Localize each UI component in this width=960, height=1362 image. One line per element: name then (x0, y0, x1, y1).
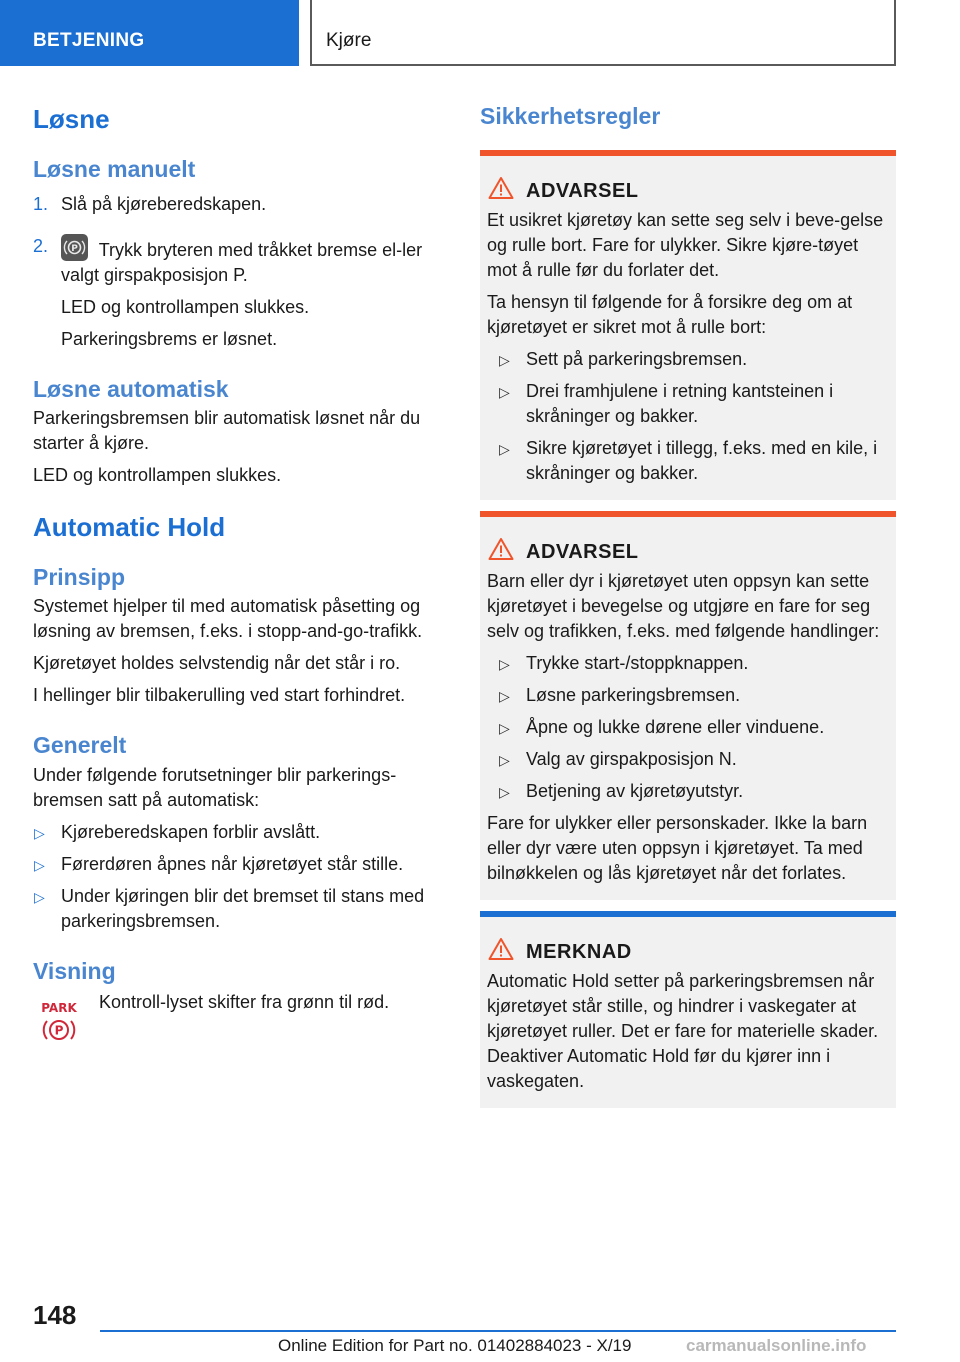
warning-consequence: Fare for ulykker eller personskader. Ikke la barn eller dyr være uten oppsyn i kjøretøyet. Ta med bilnøkkelen og lås kjøretøyet når det forlates. (487, 812, 868, 883)
list-item: ▷ Sett på parkeringsbremsen. (498, 347, 888, 372)
heading-automatic-hold: Automatic Hold (33, 512, 226, 543)
list-item: ▷ Løsne parkeringsbremsen. (498, 683, 888, 708)
general-text: Under følgende forutsetninger blir parkerings-bremsen satt på automatisk: (33, 764, 397, 810)
page-header (0, 0, 960, 66)
warning-triangle-icon (488, 176, 514, 200)
list-item: ▷ Åpne og lukke dørene eller vinduene. (498, 715, 888, 740)
left-column (33, 100, 451, 1050)
warning-text: Et usikret kjøretøy kan sette seg selv i beve-gelse og rulle bort. Fare for ulykker. Sikre kjøre-tøyet mot å rulle før du forlater det. (487, 209, 884, 280)
step-text: Slå på kjøreberedskapen. (61, 193, 267, 214)
list-item (33, 192, 451, 217)
auto-text: Parkeringsbremsen blir automatisk løsnet når du starter å kjøre. (33, 408, 421, 454)
display-text: Kontroll-lyset skifter fra grønn til rød. (99, 992, 390, 1013)
note-box-car-wash (480, 911, 896, 1108)
park-indicator-icon (39, 1000, 79, 1046)
footer-divider (100, 1330, 896, 1332)
triangle-bullet-icon: ▷ (499, 719, 510, 736)
warning-triangle-icon (488, 937, 514, 961)
list-item: ▷ Trykke start-/stoppknappen. (498, 651, 888, 676)
triangle-bullet-icon: ▷ (499, 751, 510, 768)
right-column (480, 100, 896, 1108)
note-text: Automatic Hold setter på parkeringsbremsen når kjøretøyet står stille, og hindrer i vaskegater at kjøretøyet ruller. Det er fare for materielle skader. Deaktiver Automatic Hold før du kjører inn i vaskegaten. (487, 970, 879, 1091)
warning-list (487, 347, 888, 486)
heading-release: Løsne (33, 104, 110, 134)
list-item: ▷ Drei framhjulene i retning kantsteinen i skråninger og bakker. (499, 380, 834, 426)
triangle-bullet-icon: ▷ (499, 655, 510, 672)
heading-principle: Prinsipp (33, 563, 126, 590)
warning-title: ADVARSEL (487, 156, 888, 204)
manual-note-led: LED og kontrollampen slukkes. (61, 296, 310, 317)
step-number: 1. (33, 193, 49, 214)
watermark: carmanualsonline.info (686, 1336, 867, 1355)
principle-hill: I hellinger blir tilbakerulling ved start forhindret. (33, 685, 406, 706)
warning-title: ADVARSEL (487, 517, 888, 565)
parking-brake-button-icon (61, 234, 88, 261)
chapter-title: Kjøre (310, 0, 896, 66)
note-title: MERKNAD (487, 917, 888, 965)
general-conditions (33, 820, 451, 934)
step-text: Trykk bryteren med tråkket bremse el-ler valgt girspakposisjon P. (61, 239, 423, 285)
principle-standstill: Kjøretøyet holdes selvstendig når det står i ro. (33, 653, 401, 674)
manual-note-released: Parkeringsbrems er løsnet. (61, 328, 278, 349)
list-item (33, 234, 451, 288)
edition-text: Online Edition for Part no. 01402884023 - X/19 (278, 1336, 632, 1355)
warning-list (487, 651, 888, 804)
list-item: ▷ Førerdøren åpnes når kjøretøyet står stille. (33, 852, 451, 877)
warning-box-rolling (480, 150, 896, 500)
page-number: 148 (33, 1300, 77, 1330)
triangle-bullet-icon: ▷ (499, 351, 510, 368)
svg-text:P: P (71, 243, 78, 254)
park-label: PARK (41, 1001, 77, 1016)
list-item: ▷ Valg av girspakposisjon N. (498, 747, 888, 772)
step-number: 2. (33, 235, 49, 256)
warning-text: Barn eller dyr i kjøretøyet uten oppsyn kan sette kjøretøyet i bevegelse og utgjøre en fare for seg selv og trafikken, f.eks. med følgende handlinger: (487, 570, 880, 641)
list-item: ▷ Under kjøringen blir det bremset til stans med parkeringsbremsen. (34, 885, 425, 931)
list-item: ▷ Sikre kjøretøyet i tillegg, f.eks. med en kile, i skråninger og bakker. (499, 437, 878, 483)
triangle-bullet-icon: ▷ (34, 888, 45, 905)
auto-led-text: LED og kontrollampen slukkes. (33, 465, 282, 486)
svg-text:P: P (54, 1023, 64, 1038)
heading-display: Visning (33, 957, 116, 984)
principle-text: Systemet hjelper til med automatisk påsetting og løsning av bremsen, f.eks. i stopp-and-go-trafikk. (33, 596, 423, 642)
section-tab: BETJENING (0, 0, 299, 66)
triangle-bullet-icon: ▷ (499, 440, 510, 457)
triangle-bullet-icon: ▷ (34, 824, 45, 841)
triangle-bullet-icon: ▷ (499, 383, 510, 400)
warning-box-children (480, 511, 896, 900)
list-item: ▷ Betjening av kjøretøyutstyr. (498, 779, 888, 804)
triangle-bullet-icon: ▷ (499, 783, 510, 800)
triangle-bullet-icon: ▷ (499, 687, 510, 704)
heading-release-manual: Løsne manuelt (33, 156, 196, 183)
manual-steps (33, 192, 451, 288)
warning-instruction: Ta hensyn til følgende for å forsikre deg om at kjøretøyet er sikret mot å rulle bort: (487, 291, 853, 337)
triangle-bullet-icon: ▷ (34, 856, 45, 873)
display-row (33, 990, 451, 1050)
warning-triangle-icon (488, 537, 514, 561)
list-item: ▷ Kjøreberedskapen forblir avslått. (33, 820, 451, 845)
heading-safety: Sikkerhetsregler (480, 103, 661, 129)
heading-general: Generelt (33, 732, 127, 759)
heading-release-auto: Løsne automatisk (33, 375, 229, 402)
